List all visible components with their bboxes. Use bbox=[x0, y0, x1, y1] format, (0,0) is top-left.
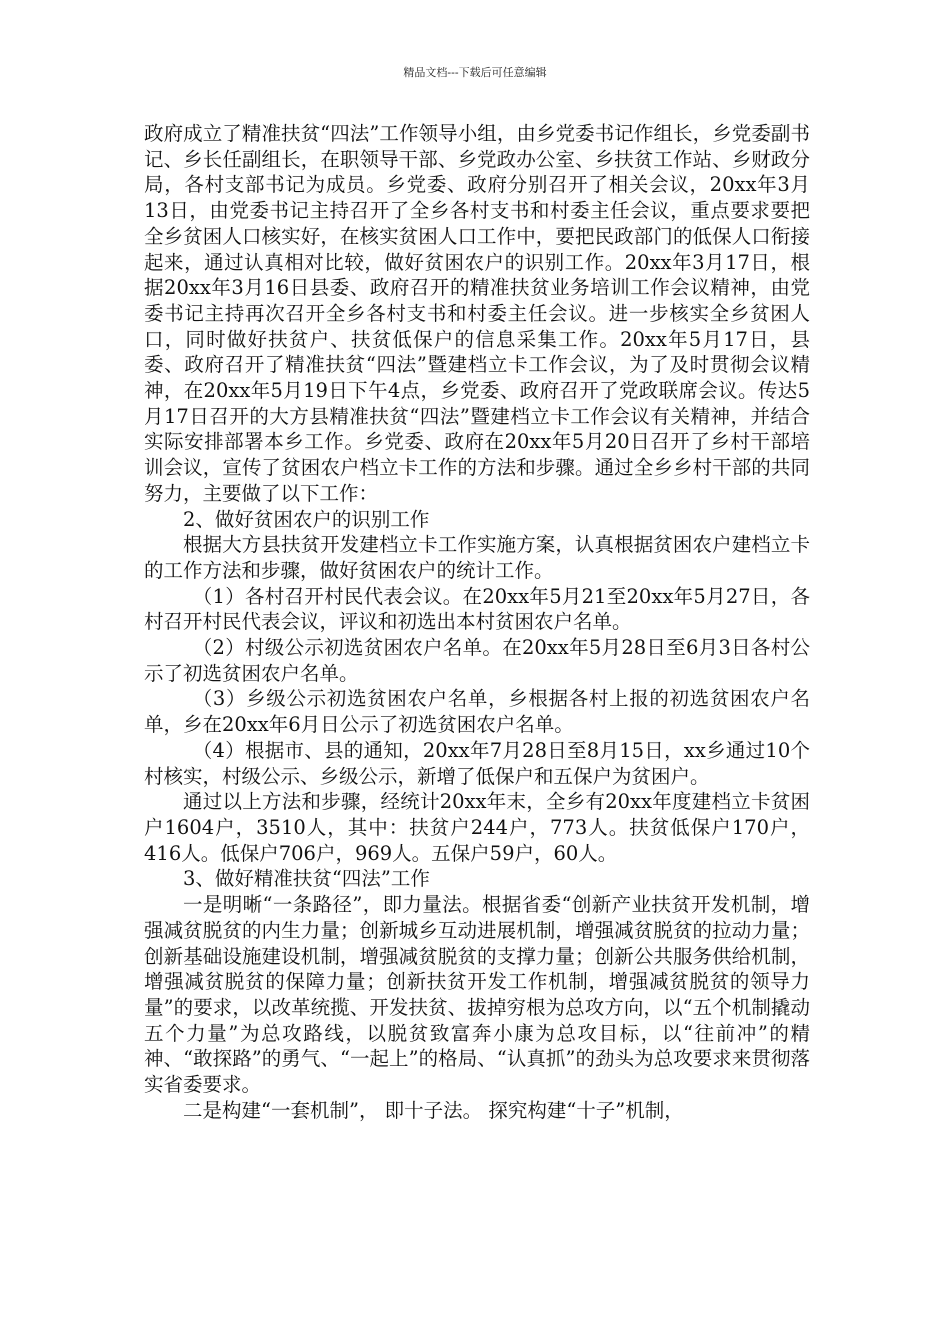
list-item-1: （1）各村召开村民代表会议。在20xx年5月21至20xx年5月27日，各村召开村民代表会议，评议和初选出本村贫困农户名单。 bbox=[144, 584, 810, 634]
list-item-4: （4）根据市、县的通知，20xx年7月28日至8月15日，xx乡通过10个村核实，村级公示、乡级公示，新增了低保户和五保户为贫困户。 bbox=[144, 738, 810, 788]
paragraph-mechanism: 二是构建“一套机制”， 即十子法。 探究构建“十子”机制， bbox=[183, 1098, 684, 1122]
paragraph-statistics: 通过以上方法和步骤，经统计20xx年末，全乡有20xx年度建档立卡贫困户1604户，3510人，其中：扶贫户244户，773人。扶贫低保户170户，416人。低保户706户，969人。五保户59户，60人。 bbox=[144, 790, 810, 865]
list-item-2: （2）村级公示初选贫困农户名单。在20xx年5月28日至6月3日各村公示了初选贫困农户名单。 bbox=[144, 636, 810, 685]
document-body bbox=[144, 121, 810, 1123]
section-heading-2: 2、做好贫困农户的识别工作 bbox=[183, 507, 430, 531]
list-item-3: （3）乡级公示初选贫困农户名单，乡根据各村上报的初选贫困农户名单，乡在20xx年6月日公示了初选贫困农户名单。 bbox=[144, 687, 810, 737]
paragraph-intro: 政府成立了精准扶贫“四法”工作领导小组，由乡党委书记作组长，乡党委副书记、乡长任副组长，在职领导干部、乡党政办公室、乡扶贫工作站、乡财政分局，各村支部书记为成员。乡党委、政府分别召开了相关会议，20xx年3月13日，由党委书记主持召开了全乡各村支书和村委主任会议，重点要求要把全乡贫困人口核实好，在核实贫困人口工作中，要把民政部门的低保人口衔接起来，通过认真相对比较，做好贫困农户的识别工作。20xx年3月17日，根据20xx年3月16日县委、政府召开的精准扶贫业务培训工作会议精神，由党委书记主持再次召开全乡各村支书和村委主任会议。进一步核实全乡贫困人口，同时做好扶贫户、扶贫低保户的信息采集工作。20xx年5月17日，县委、政府召开了精准扶贫“四法”暨建档立卡工作会议，为了及时贯彻会议精神，在20xx年5月19日下午4点，乡党委、政府召开了党政联席会议。传达5月17日召开的大方县精准扶贫“四法”暨建档立卡工作会议有关精神，并结合实际安排部署本乡工作。乡党委、政府在20xx年5月20日召开了乡村干部培训会议，宣传了贫困农户档立卡工作的方法和步骤。通过全乡乡村干部的共同努力，主要做了以下工作： bbox=[144, 122, 810, 505]
paragraph-identification: 根据大方县扶贫开发建档立卡工作实施方案，认真根据贫困农户建档立卡的工作方法和步骤，做好贫困农户的统计工作。 bbox=[144, 533, 810, 582]
paragraph-strength-method: 一是明晰“一条路径”，即力量法。根据省委“创新产业扶贫开发机制，增强减贫脱贫的内生力量；创新城乡互动进展机制，增强减贫脱贫的拉动力量；创新基础设施建设机制，增强减贫脱贫的支撑力量；创新公共服务供给机制，增强减贫脱贫的保障力量；创新扶贫开发工作机制，增强减贫脱贫的领导力量”的要求，以改革统揽、开发扶贫、拔掉穷根为总攻方向，以“五个机制撬动五个力量”为总攻路线，以脱贫致富奔小康为总攻目标，以“往前冲”的精神、“敢探路”的勇气、“一起上”的格局、“认真抓”的劲头为总攻要求来贯彻落实省委要求。 bbox=[144, 893, 810, 1097]
section-heading-3: 3、做好精准扶贫“四法”工作 bbox=[183, 867, 430, 891]
page-header: 精品文档---下载后可任意编辑 bbox=[403, 66, 547, 79]
